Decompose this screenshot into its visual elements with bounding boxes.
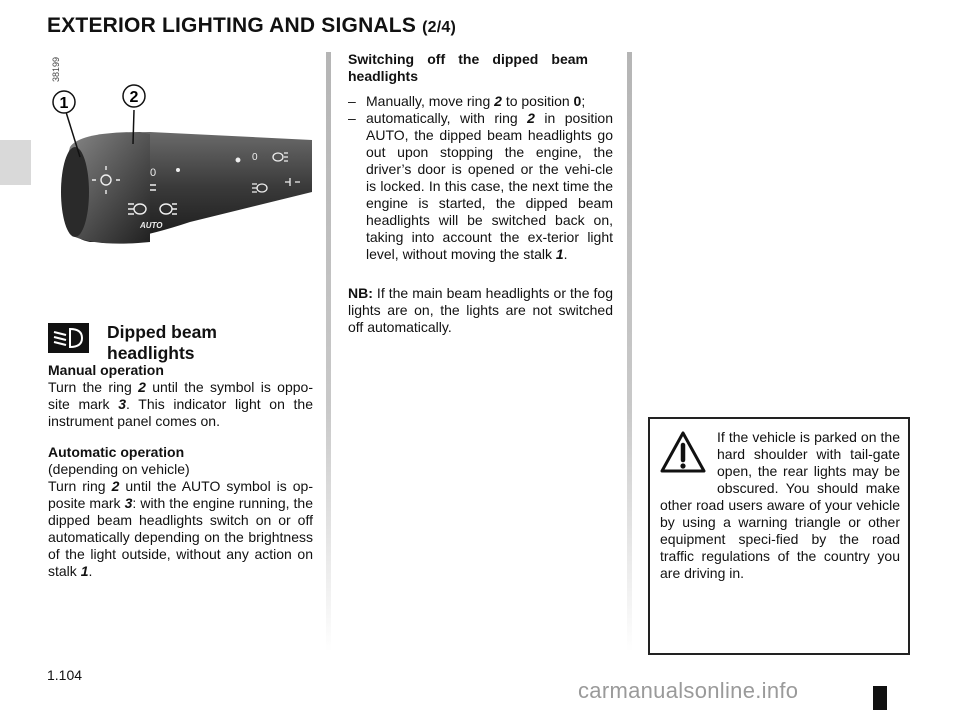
- ref-number: 1: [555, 246, 564, 262]
- text-run: If the main beam headlights or the fog lights are on, the lights are not switched off automatically.: [348, 285, 613, 335]
- text-run: Turn ring: [48, 478, 112, 494]
- text-run: .: [563, 246, 568, 262]
- chapter-tab: [0, 140, 31, 185]
- automatic-operation-paragraph: [48, 444, 313, 580]
- text-run: until the AUTO symbol is op-posite mark: [48, 478, 314, 511]
- text-run: Manually, move ring: [366, 93, 495, 109]
- text-run: : with the engine running, the dipped beam headlights switch on or off automatically depending on the brightness of the light outside, without any action on stalk: [48, 495, 314, 579]
- switching-off-list: [348, 93, 613, 263]
- nb-label: NB:: [348, 285, 373, 301]
- ref-number: 2: [527, 110, 535, 126]
- ref-number: 3: [118, 396, 126, 412]
- ref-number: 3: [124, 495, 133, 511]
- watermark: carmanualsonline.info: [578, 678, 799, 703]
- auto-label: AUTO: [140, 221, 163, 230]
- ref-number: 0: [573, 93, 582, 109]
- page-number: 1.104: [47, 667, 83, 683]
- list-item: [348, 93, 613, 110]
- text-run: . This indicator light on the instrument panel comes on.: [48, 396, 313, 429]
- section-heading: Dipped beam headlights: [107, 322, 217, 363]
- figure-code: 38199: [51, 56, 61, 82]
- ref-number: 1: [80, 563, 89, 579]
- ref-number: 2: [111, 478, 120, 494]
- callout-2: 2: [129, 89, 139, 106]
- page-title: [47, 14, 456, 38]
- text-run: to position: [501, 93, 574, 109]
- list-item: [348, 110, 613, 263]
- automatic-operation-title: Automatic operation: [48, 444, 185, 460]
- text-run: until the symbol is oppo-site mark: [48, 379, 313, 412]
- corner-mark: [873, 686, 887, 710]
- warning-text-run: If the vehicle is parked on the hard shoulder with tail-gate open, the rear lights may be obscured. You should make other road users aware of your vehicle by using a warning triangle or other equipment speci-fied by the road traffic regulations of the country you are driving in.: [660, 429, 900, 581]
- text-run: (depending on vehicle): [48, 461, 190, 477]
- ring-digit: 0: [252, 152, 258, 163]
- ref-number: 2: [494, 93, 502, 109]
- light-stalk-illustration: [40, 52, 312, 290]
- nb-paragraph: [348, 285, 613, 336]
- ring-digit: 0: [150, 167, 157, 179]
- manual-operation-title: Manual operation: [48, 362, 164, 378]
- callout-1: 1: [59, 95, 69, 112]
- manual-operation-paragraph: [48, 362, 313, 430]
- dipped-beam-icon: [48, 323, 89, 353]
- column-divider-right: [627, 52, 632, 652]
- list-dash: –: [348, 93, 356, 109]
- warning-box: [648, 417, 910, 655]
- column-divider-left: [326, 52, 331, 652]
- text-run: automatically, with ring: [366, 110, 528, 126]
- switching-off-title: Switching off the dipped beam headlights: [348, 51, 588, 84]
- page-title-text: EXTERIOR LIGHTING AND SIGNALS: [47, 14, 417, 37]
- list-dash: –: [348, 110, 356, 126]
- text-run: .: [88, 563, 93, 579]
- text-run: ;: [581, 93, 586, 109]
- page-title-part: (2/4): [422, 19, 456, 36]
- text-run: in position AUTO, the dipped beam headlights go out upon stopping the engine, the driver’s door is opened or the vehi-cle is locked. In this case, the next time the engine is started, the dipped beam headlights will be switched back on, taking into account the ex-terior light level, without moving the stalk: [366, 110, 614, 262]
- text-run: Turn the ring: [48, 379, 139, 395]
- warning-text: [660, 429, 900, 582]
- ref-number: 2: [138, 379, 146, 395]
